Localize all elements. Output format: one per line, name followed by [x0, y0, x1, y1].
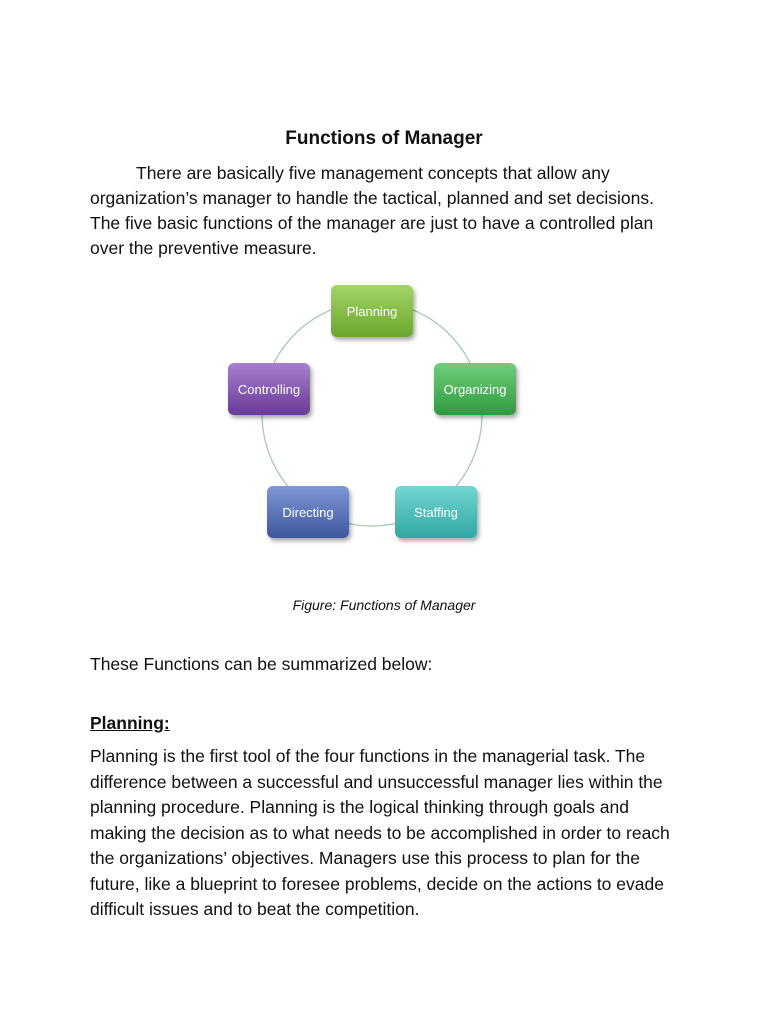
node-controlling-label: Controlling — [237, 381, 301, 397]
node-controlling — [228, 363, 310, 415]
node-organizing-label: Organizing — [443, 381, 507, 397]
node-directing-label: Directing — [282, 504, 334, 520]
node-staffing — [395, 486, 477, 538]
section-heading-planning: Planning: — [90, 713, 170, 733]
node-staffing-label: Staffing — [414, 504, 458, 520]
node-directing — [267, 486, 349, 538]
summary-intro: These Functions can be summarized below: — [90, 654, 433, 674]
document-title: Functions of Manager — [285, 128, 483, 149]
intro-paragraph: There are basically five management concepts that allow any organization’s manager to handle the tactical, planned and set decisions. The five basic functions of the manager are just to have a controlled plan over the preventive measure. — [90, 163, 654, 258]
figure-caption: Figure: Functions of Manager — [292, 597, 476, 613]
node-planning-label: Planning — [346, 303, 398, 319]
node-organizing — [434, 363, 516, 415]
functions-cycle-diagram — [210, 278, 550, 558]
node-planning — [331, 285, 413, 337]
section-body-planning: Planning is the first tool of the four functions in the managerial task. The difference between a successful and unsuccessful manager lies within the planning procedure. Planning is the logical thinking through goals and making the decision as to what needs to be accomplished in order to reach the organizations’ objectives. Managers use this process to plan for the future, like a blueprint to foresee problems, decide on the actions to evade difficult issues and to beat the competition. — [90, 746, 670, 919]
